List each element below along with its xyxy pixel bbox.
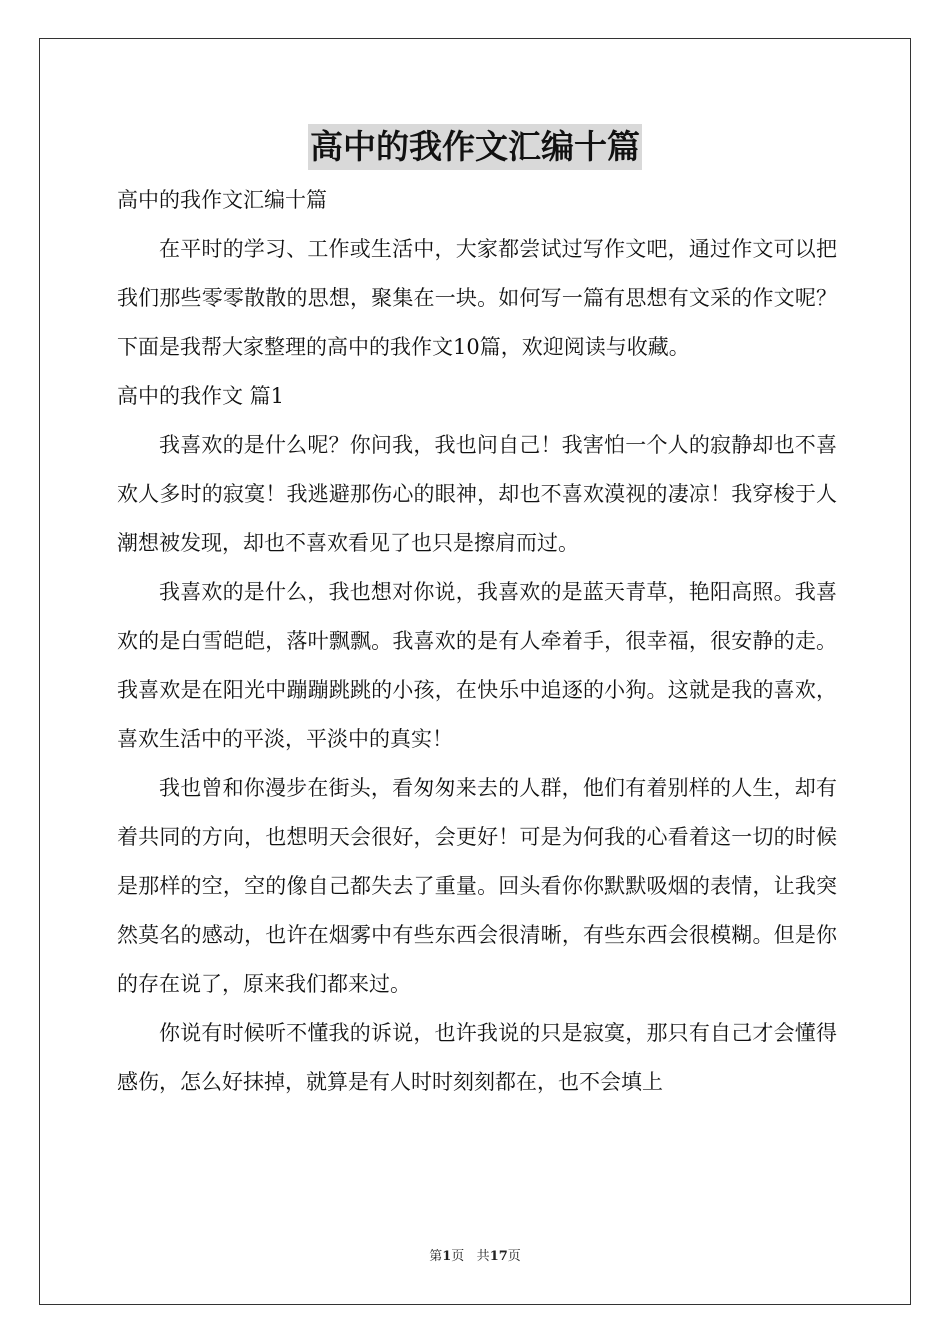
footer-total-pages: 17	[489, 1249, 508, 1264]
body-paragraph-1: 我喜欢的是什么呢？你问我，我也问自己！我害怕一个人的寂静却也不喜欢人多时的寂寞！我逃避那伤心的眼神，却也不喜欢漠视的凄凉！我穿梭于人潮想被发现，却也不喜欢看见了也只是擦肩而过。	[117, 433, 837, 555]
footer-total-suffix: 页	[507, 1249, 521, 1264]
body-paragraph-3: 我也曾和你漫步在街头，看匆匆来去的人群，他们有着别样的人生，却有着共同的方向，也想明天会很好，会更好！可是为何我的心看着这一切的时候是那样的空，空的像自己都失去了重量。回头看你你默默吸烟的表情，让我突然莫名的感动，也许在烟雾中有些东西会很清晰，有些东西会很模糊。但是你的存在说了，原来我们都来过。	[117, 776, 837, 996]
document-title: 高中的我作文汇编十篇	[308, 124, 642, 170]
title-container	[0, 124, 950, 170]
footer-page-number: 1	[442, 1249, 452, 1264]
document-subtitle: 高中的我作文汇编十篇	[117, 188, 327, 212]
page-footer	[0, 1248, 950, 1266]
footer-page-prefix: 第	[429, 1249, 443, 1264]
footer-total-prefix: 共	[476, 1249, 490, 1264]
body-paragraph-2: 我喜欢的是什么，我也想对你说，我喜欢的是蓝天青草，艳阳高照。我喜欢的是白雪皑皑，落叶飘飘。我喜欢的是有人牵着手，很幸福，很安静的走。我喜欢是在阳光中蹦蹦跳跳的小孩，在快乐中追逐的小狗。这就是我的喜欢，喜欢生活中的平淡，平淡中的真实！	[117, 580, 837, 751]
document-body	[117, 176, 837, 1107]
intro-paragraph: 在平时的学习、工作或生活中，大家都尝试过写作文吧，通过作文可以把我们那些零零散散的思想，聚集在一块。如何写一篇有思想有文采的作文呢？下面是我帮大家整理的高中的我作文10篇，欢迎阅读与收藏。	[117, 237, 837, 359]
section-heading: 高中的我作文 篇1	[117, 384, 285, 408]
body-paragraph-4: 你说有时候听不懂我的诉说，也许我说的只是寂寞，那只有自己才会懂得感伤，怎么好抹掉，就算是有人时时刻刻都在，也不会填上	[117, 1021, 837, 1094]
footer-page-suffix: 页	[451, 1249, 465, 1264]
